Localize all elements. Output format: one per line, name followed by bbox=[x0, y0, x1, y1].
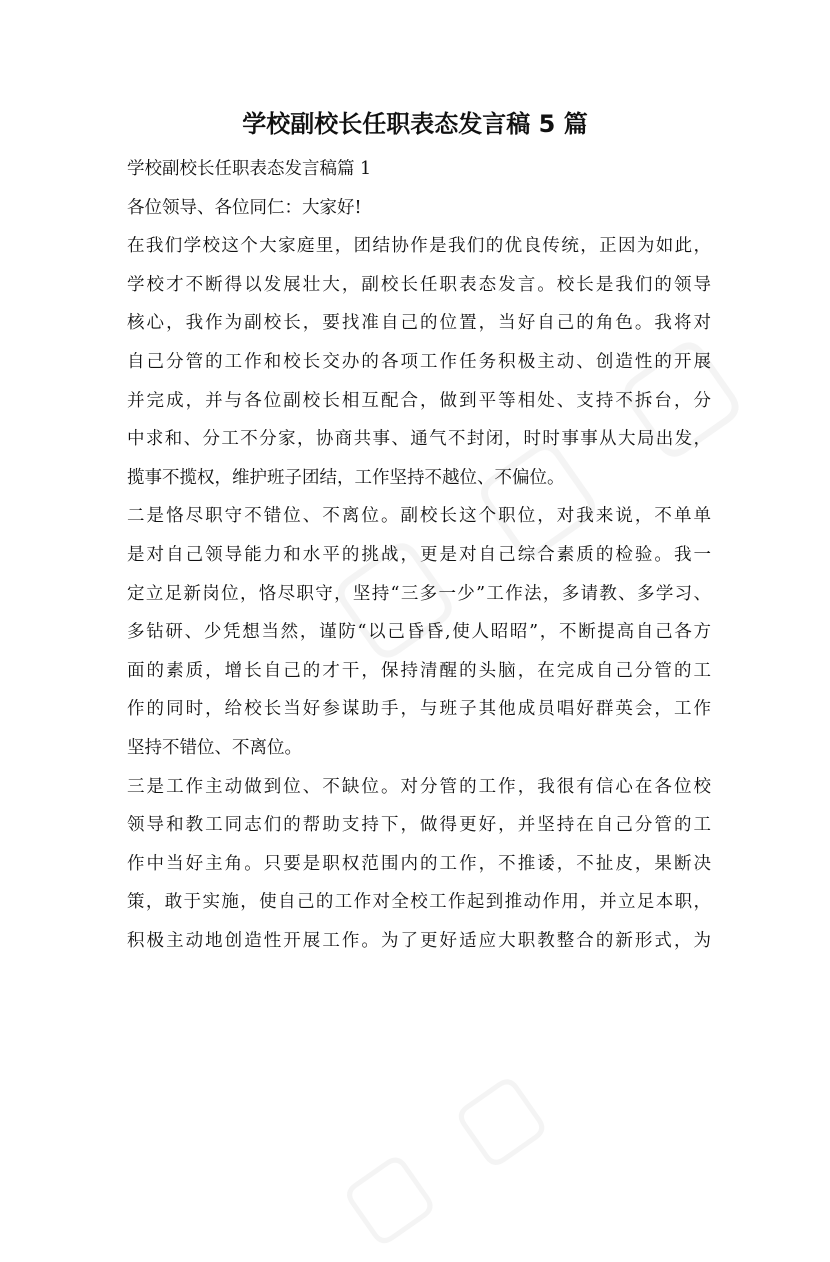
paragraph bbox=[127, 227, 711, 497]
paragraph-line: 积极主动地创造性开展工作。为了更好适应大职教整合的新形式，为 bbox=[127, 930, 711, 951]
paragraph-line: 作的同时，给校长当好参谋助手，与班子其他成员唱好群英会，工作 bbox=[127, 699, 711, 720]
paragraph-line: 策，敢于实施，使自己的工作对全校工作起到推动作用，并立足本职， bbox=[127, 892, 711, 913]
paragraph bbox=[127, 768, 711, 961]
paragraph-line: 是对自己领导能力和水平的挑战，更是对自己综合素质的检验。我一 bbox=[127, 544, 711, 565]
paragraph-line: 坚持不错位、不离位。 bbox=[127, 737, 302, 758]
paragraph-line: 核心，我作为副校长，要找准自己的位置，当好自己的角色。我将对 bbox=[127, 313, 711, 334]
paragraph-line: 多钻研、少凭想当然，谨防“以己昏昏,使人昭昭”，不断提高自己各方 bbox=[127, 622, 711, 643]
watermark bbox=[321, 1043, 571, 1262]
paragraph-line: 在我们学校这个大家庭里，团结协作是我们的优良传统，正因为如此， bbox=[127, 236, 711, 257]
paragraph-line: 领导和教工同志们的帮助支持下，做得更好，并坚持在自己分管的工 bbox=[127, 815, 711, 836]
paragraph-line: 自己分管的工作和校长交办的各项工作任务积极主动、创造性的开展 bbox=[127, 351, 711, 372]
paragraph-line: 二是恪尽职守不错位、不离位。副校长这个职位，对我来说，不单单 bbox=[127, 506, 711, 527]
document-title: 学校副校长任职表态发言稿 5 篇 bbox=[242, 110, 588, 138]
paragraph-line: 学校才不断得以发展壮大，副校长任职表态发言。校长是我们的领导 bbox=[127, 274, 711, 295]
paragraph-line: 作中当好主角。只要是职权范围内的工作，不推诿，不扯皮，果断决 bbox=[127, 853, 711, 874]
paragraph-line: 揽事不揽权，维护班子团结，工作坚持不越位、不偏位。 bbox=[127, 467, 565, 488]
paragraph-line: 定立足新岗位，恪尽职守，坚持“三多一少”工作法，多请教、多学习、 bbox=[127, 583, 711, 604]
paragraph bbox=[127, 497, 711, 767]
paragraph-line: 并完成，并与各位副校长相互配合，做到平等相处、支持不拆台，分 bbox=[127, 390, 711, 411]
paragraph-line: 三是工作主动做到位、不缺位。对分管的工作，我很有信心在各位校 bbox=[127, 776, 711, 797]
section-heading: 学校副校长任职表态发言稿篇 1 bbox=[127, 159, 372, 179]
document-body bbox=[127, 150, 711, 960]
paragraph-line: 中求和、分工不分家，协商共事、通气不封闭，时时事事从大局出发， bbox=[127, 429, 711, 450]
paragraph-line: 面的素质，增长自己的才干，保持清醒的头脑，在完成自己分管的工 bbox=[127, 660, 711, 681]
greeting: 各位领导、各位同仁：大家好! bbox=[127, 197, 362, 218]
